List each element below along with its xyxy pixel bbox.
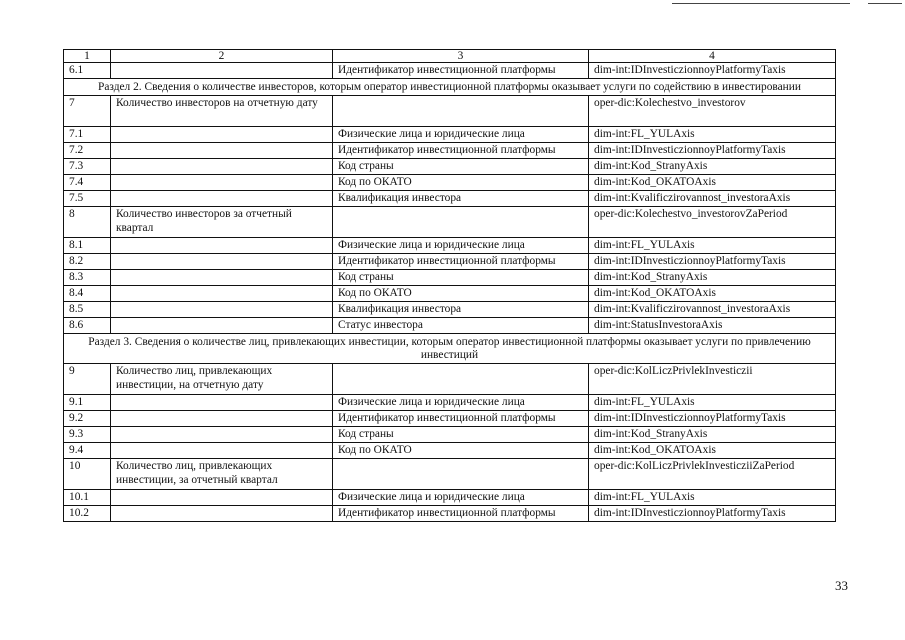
dimension-cell: Статус инвестора — [333, 318, 589, 334]
page-number: 33 — [835, 578, 848, 593]
column-header-row — [64, 50, 836, 63]
section-heading: Раздел 3. Сведения о количестве лиц, привлекающих инвестиции, которым оператор инвестиционной платформы оказывает услуги по привлечению инвестиций — [64, 334, 836, 364]
header-rule-right — [868, 3, 902, 4]
indicator-name-cell — [111, 270, 333, 286]
row-number-cell: 8.5 — [64, 302, 111, 318]
indicator-name-cell — [111, 238, 333, 254]
indicator-name-cell — [111, 411, 333, 427]
code-cell: dim-int:IDInvesticzionnoyPlatformyTaxis — [589, 63, 836, 79]
indicator-name-cell — [111, 143, 333, 159]
dimension-cell — [333, 364, 589, 395]
code-cell: dim-int:IDInvesticzionnoyPlatformyTaxis — [589, 506, 836, 522]
table-row — [64, 159, 836, 175]
row-number-cell: 8.6 — [64, 318, 111, 334]
table-row — [64, 427, 836, 443]
table-row — [64, 395, 836, 411]
row-number-cell: 7.2 — [64, 143, 111, 159]
code-cell: oper-dic:Kolechestvo_investorovZaPeriod — [589, 207, 836, 238]
indicator-name-cell: Количество инвесторов за отчетный квартал — [111, 207, 333, 238]
indicator-name-cell — [111, 191, 333, 207]
indicator-name-cell — [111, 127, 333, 143]
dimension-cell — [333, 207, 589, 238]
section-heading-row — [64, 334, 836, 364]
code-cell: dim-int:Kod_OKATOAxis — [589, 175, 836, 191]
dimension-cell: Код по ОКАТО — [333, 286, 589, 302]
indicator-name-cell — [111, 427, 333, 443]
code-cell: oper-dic:KolLiczPrivlekInvesticziiZaPeriod — [589, 459, 836, 490]
indicator-name-cell — [111, 159, 333, 175]
code-cell: dim-int:IDInvesticzionnoyPlatformyTaxis — [589, 254, 836, 270]
column-header: 2 — [111, 50, 333, 63]
column-header: 1 — [64, 50, 111, 63]
code-cell: dim-int:Kvalificzirovannost_investoraAxis — [589, 191, 836, 207]
dimension-cell — [333, 96, 589, 127]
table-row — [64, 364, 836, 395]
section-heading-row — [64, 79, 836, 96]
table-row — [64, 302, 836, 318]
table-row — [64, 443, 836, 459]
dimension-cell: Идентификатор инвестиционной платформы — [333, 254, 589, 270]
table-row — [64, 411, 836, 427]
table-row — [64, 459, 836, 490]
dimension-cell: Идентификатор инвестиционной платформы — [333, 63, 589, 79]
row-number-cell: 9.3 — [64, 427, 111, 443]
table-row — [64, 254, 836, 270]
code-cell: dim-int:FL_YULAxis — [589, 238, 836, 254]
row-number-cell: 8.1 — [64, 238, 111, 254]
table-row — [64, 175, 836, 191]
indicator-name-cell — [111, 302, 333, 318]
header-rule-left — [672, 3, 850, 4]
table-row — [64, 270, 836, 286]
indicator-name-cell — [111, 254, 333, 270]
code-cell: dim-int:Kod_StranyAxis — [589, 270, 836, 286]
table-row — [64, 127, 836, 143]
code-cell: dim-int:Kvalificzirovannost_investoraAxis — [589, 302, 836, 318]
indicator-name-cell: Количество инвесторов на отчетную дату — [111, 96, 333, 127]
table-row — [64, 207, 836, 238]
dimension-cell: Идентификатор инвестиционной платформы — [333, 411, 589, 427]
table-row — [64, 318, 836, 334]
row-number-cell: 7.5 — [64, 191, 111, 207]
row-number-cell: 10.2 — [64, 506, 111, 522]
indicator-name-cell — [111, 443, 333, 459]
code-cell: dim-int:Kod_StranyAxis — [589, 159, 836, 175]
table-row — [64, 191, 836, 207]
row-number-cell: 7.1 — [64, 127, 111, 143]
table-row — [64, 63, 836, 79]
indicator-name-cell — [111, 318, 333, 334]
dimension-cell: Физические лица и юридические лица — [333, 127, 589, 143]
indicator-name-cell — [111, 63, 333, 79]
dimension-cell: Код по ОКАТО — [333, 443, 589, 459]
dimension-cell: Квалификация инвестора — [333, 302, 589, 318]
code-cell: dim-int:FL_YULAxis — [589, 490, 836, 506]
code-cell: dim-int:Kod_OKATOAxis — [589, 286, 836, 302]
table-body — [64, 50, 836, 522]
table-row — [64, 490, 836, 506]
column-header: 4 — [589, 50, 836, 63]
indicator-name-cell — [111, 395, 333, 411]
table-row — [64, 96, 836, 127]
indicator-name-cell: Количество лиц, привлекающих инвестиции, на отчетную дату — [111, 364, 333, 395]
code-cell: dim-int:FL_YULAxis — [589, 395, 836, 411]
code-cell: oper-dic:Kolechestvo_investorov — [589, 96, 836, 127]
dimension-cell — [333, 459, 589, 490]
table-row — [64, 238, 836, 254]
row-number-cell: 7.4 — [64, 175, 111, 191]
dimension-cell: Код по ОКАТО — [333, 175, 589, 191]
row-number-cell: 6.1 — [64, 63, 111, 79]
dimension-cell: Код страны — [333, 427, 589, 443]
row-number-cell: 8 — [64, 207, 111, 238]
table-row — [64, 286, 836, 302]
dimension-cell: Код страны — [333, 270, 589, 286]
code-cell: dim-int:Kod_OKATOAxis — [589, 443, 836, 459]
code-cell: dim-int:Kod_StranyAxis — [589, 427, 836, 443]
row-number-cell: 8.3 — [64, 270, 111, 286]
dimension-cell: Идентификатор инвестиционной платформы — [333, 143, 589, 159]
dimension-cell: Физические лица и юридические лица — [333, 490, 589, 506]
row-number-cell: 10 — [64, 459, 111, 490]
row-number-cell: 10.1 — [64, 490, 111, 506]
row-number-cell: 9.1 — [64, 395, 111, 411]
table-row — [64, 506, 836, 522]
dimension-cell: Квалификация инвестора — [333, 191, 589, 207]
code-cell: dim-int:IDInvesticzionnoyPlatformyTaxis — [589, 411, 836, 427]
row-number-cell: 8.4 — [64, 286, 111, 302]
dimension-cell: Идентификатор инвестиционной платформы — [333, 506, 589, 522]
indicator-name-cell — [111, 490, 333, 506]
dimension-cell: Физические лица и юридические лица — [333, 238, 589, 254]
row-number-cell: 7.3 — [64, 159, 111, 175]
attributes-table — [63, 49, 836, 522]
row-number-cell: 8.2 — [64, 254, 111, 270]
section-heading: Раздел 2. Сведения о количестве инвесторов, которым оператор инвестиционной платформы оказывает услуги по содействию в инвестировании — [64, 79, 836, 96]
row-number-cell: 9.4 — [64, 443, 111, 459]
row-number-cell: 9.2 — [64, 411, 111, 427]
code-cell: dim-int:FL_YULAxis — [589, 127, 836, 143]
indicator-name-cell — [111, 286, 333, 302]
code-cell: dim-int:StatusInvestoraAxis — [589, 318, 836, 334]
indicator-name-cell — [111, 506, 333, 522]
table-row — [64, 143, 836, 159]
code-cell: dim-int:IDInvesticzionnoyPlatformyTaxis — [589, 143, 836, 159]
row-number-cell: 7 — [64, 96, 111, 127]
row-number-cell: 9 — [64, 364, 111, 395]
dimension-cell: Код страны — [333, 159, 589, 175]
indicator-name-cell — [111, 175, 333, 191]
indicator-name-cell: Количество лиц, привлекающих инвестиции, за отчетный квартал — [111, 459, 333, 490]
code-cell: oper-dic:KolLiczPrivlekInvesticzii — [589, 364, 836, 395]
column-header: 3 — [333, 50, 589, 63]
dimension-cell: Физические лица и юридические лица — [333, 395, 589, 411]
